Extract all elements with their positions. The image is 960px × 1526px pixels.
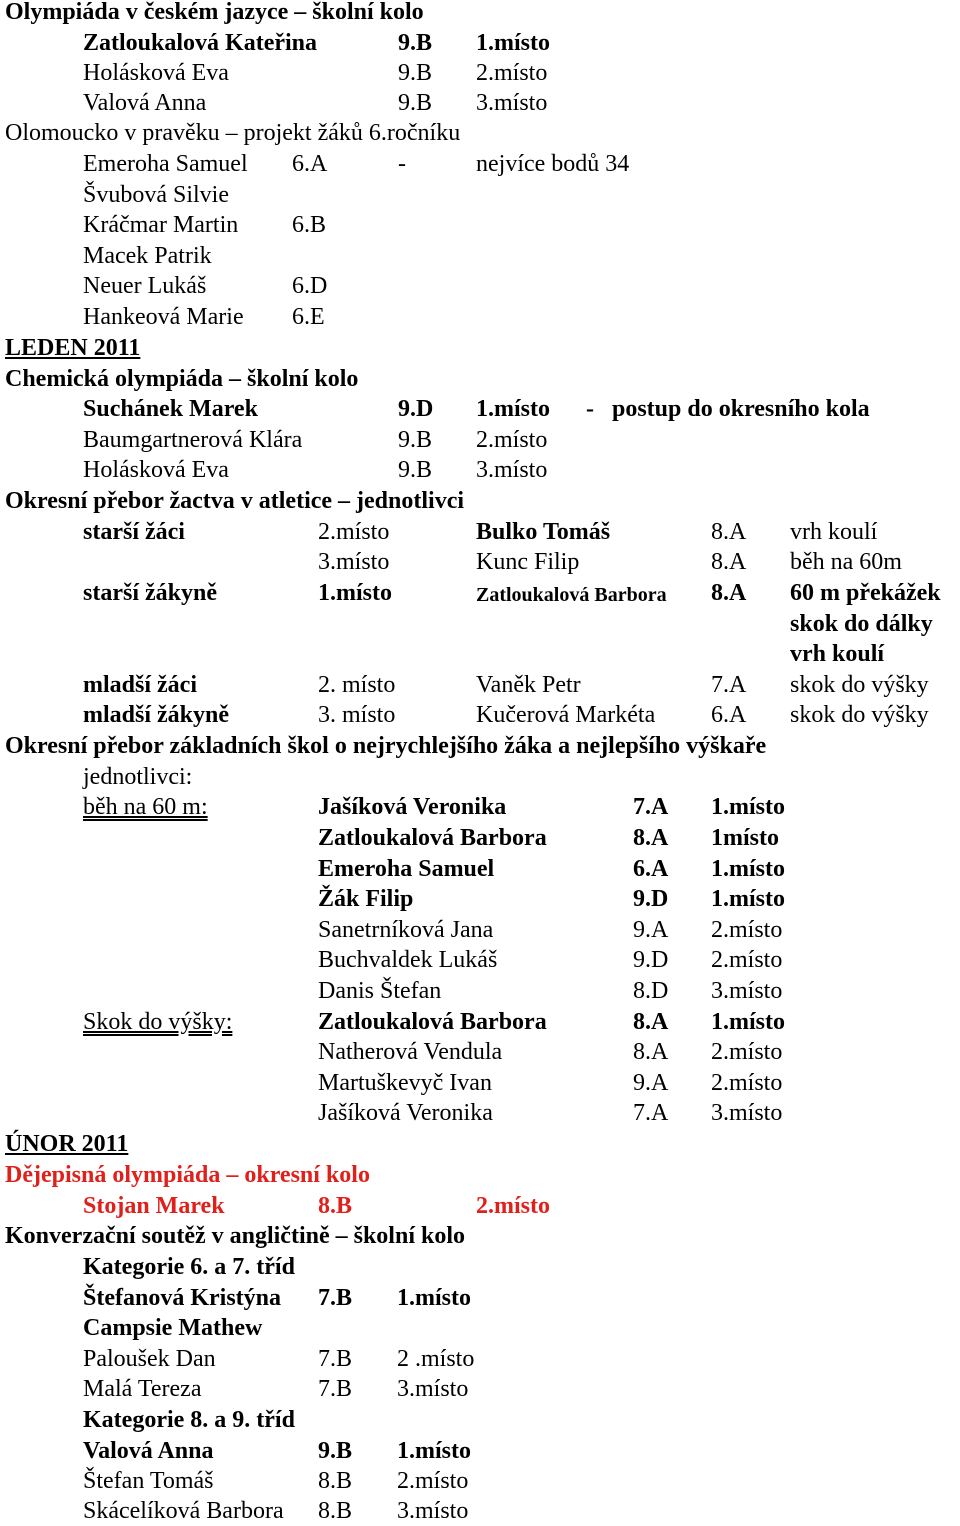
- result-class: 6.A: [711, 702, 747, 728]
- result-class: 6.A: [633, 856, 669, 882]
- month-heading-february: ÚNOR 2011: [5, 1131, 129, 1157]
- result-name: Holásková Eva: [83, 60, 229, 86]
- result-class: 6.B: [292, 212, 327, 238]
- result-place: 2 .místo: [397, 1346, 475, 1372]
- result-place: 3. místo: [318, 702, 396, 728]
- result-name: Zatloukalová Barbora: [318, 1009, 547, 1035]
- section-title-english: Konverzační soutěž v angličtině – školní kolo: [5, 1223, 466, 1249]
- result-name: Valová Anna: [83, 90, 207, 116]
- result-name: Buchvaldek Lukáš: [318, 947, 498, 973]
- result-class: 6.A: [292, 151, 328, 177]
- result-name: Natherová Vendula: [318, 1039, 503, 1065]
- result-name: Malá Tereza: [83, 1376, 202, 1402]
- result-place: 3.místo: [711, 978, 783, 1004]
- result-place: 1.místo: [476, 30, 550, 56]
- result-category: starší žáci: [83, 519, 185, 545]
- result-class: 9.A: [633, 1070, 669, 1096]
- result-name: Kunc Filip: [476, 549, 580, 575]
- result-discipline: skok do výšky: [790, 672, 929, 698]
- section-title-olomoucko: Olomoucko v pravěku – projekt žáků 6.ročníku: [5, 120, 461, 146]
- result-class: 6.E: [292, 304, 325, 330]
- result-class: 6.D: [292, 273, 328, 299]
- result-place: 3.místo: [397, 1376, 469, 1402]
- result-name: Hankeová Marie: [83, 304, 244, 330]
- result-place: 3.místo: [476, 457, 548, 483]
- result-class: 9.B: [398, 90, 433, 116]
- result-class: 7.B: [318, 1285, 353, 1311]
- section-title-czech-olympiad: Olympiáda v českém jazyce – školní kolo: [5, 0, 424, 25]
- result-category: mladší žákyně: [83, 702, 230, 728]
- result-name: Bulko Tomáš: [476, 519, 611, 545]
- result-place: 1.místo: [318, 580, 392, 606]
- result-place: 2.místo: [711, 1039, 783, 1065]
- result-class: 9.D: [633, 886, 669, 912]
- result-class: 7.A: [633, 1100, 669, 1126]
- result-place: 3.místo: [318, 549, 390, 575]
- result-name: Skácelíková Barbora: [83, 1498, 284, 1524]
- result-name: Zatloukalová Kateřina: [83, 30, 318, 56]
- result-name: Emeroha Samuel: [318, 856, 495, 882]
- result-class: 7.B: [318, 1376, 353, 1402]
- result-discipline: 60 m překážek: [790, 580, 941, 606]
- result-class: 8.A: [711, 549, 747, 575]
- result-place: 1.místo: [711, 794, 785, 820]
- result-class: 8.A: [633, 1009, 669, 1035]
- result-dash: -: [398, 151, 406, 177]
- result-class: 8.B: [318, 1498, 353, 1524]
- result-class: 8.D: [633, 978, 669, 1004]
- category-heading: Kategorie 8. a 9. tříd: [83, 1407, 295, 1433]
- result-name: Jašíková Veronika: [318, 794, 507, 820]
- result-discipline: běh na 60m: [790, 549, 902, 575]
- result-place: 2.místo: [476, 427, 548, 453]
- result-category: starší žákyně: [83, 580, 217, 606]
- result-name: Štefan Tomáš: [83, 1468, 214, 1494]
- result-name: Kráčmar Martin: [83, 212, 239, 238]
- result-name: Holásková Eva: [83, 457, 229, 483]
- result-class: 9.D: [633, 947, 669, 973]
- result-place: 2.místo: [711, 1070, 783, 1096]
- result-name: Campsie Mathew: [83, 1315, 263, 1341]
- result-name: Vaněk Petr: [476, 672, 581, 698]
- result-place: 3.místo: [711, 1100, 783, 1126]
- section-title-history: Dějepisná olympiáda – okresní kolo: [5, 1162, 370, 1188]
- result-name: Neuer Lukáš: [83, 273, 207, 299]
- result-name: Paloušek Dan: [83, 1346, 216, 1372]
- result-name: Emeroha Samuel: [83, 151, 248, 177]
- result-name: Jašíková Veronika: [318, 1100, 493, 1126]
- result-name: Štefanová Kristýna: [83, 1285, 281, 1311]
- result-class: 9.B: [398, 457, 433, 483]
- result-name: Sanetrníková Jana: [318, 917, 494, 943]
- result-name: Suchánek Marek: [83, 396, 258, 422]
- result-place: 1.místo: [711, 856, 785, 882]
- result-class: 9.B: [398, 427, 433, 453]
- result-name: Martuškevyč Ivan: [318, 1070, 492, 1096]
- result-place: 1.místo: [711, 1009, 785, 1035]
- result-name: Danis Štefan: [318, 978, 442, 1004]
- result-name: Baumgartnerová Klára: [83, 427, 303, 453]
- result-name: Zatloukalová Barbora: [476, 584, 667, 606]
- section-title-athletics: Okresní přebor žactva v atletice – jednotlivci: [5, 488, 465, 514]
- result-place: 1.místo: [397, 1285, 471, 1311]
- result-place: 3.místo: [397, 1498, 469, 1524]
- result-place: 1místo: [711, 825, 779, 851]
- result-discipline: skok do výšky: [790, 702, 929, 728]
- result-place: 2.místo: [711, 917, 783, 943]
- result-class: 8.A: [711, 580, 747, 606]
- month-heading-january: LEDEN 2011: [5, 335, 141, 361]
- result-name: Švubová Silvie: [83, 182, 230, 208]
- result-discipline: skok do dálky: [790, 611, 933, 637]
- result-class: 8.B: [318, 1193, 353, 1219]
- result-place: 2.místo: [318, 519, 390, 545]
- result-note: - postup do okresního kola: [586, 396, 870, 422]
- result-place: 3.místo: [476, 90, 548, 116]
- result-place: 2.místo: [476, 60, 548, 86]
- result-class: 9.B: [318, 1438, 353, 1464]
- result-name: Valová Anna: [83, 1438, 214, 1464]
- result-name: Macek Patrik: [83, 243, 212, 269]
- result-place: 1.místo: [711, 886, 785, 912]
- result-place: 2. místo: [318, 672, 396, 698]
- result-category: mladší žáci: [83, 672, 197, 698]
- discipline-label-high-jump: Skok do výšky:: [83, 1009, 233, 1035]
- result-place: 2.místo: [711, 947, 783, 973]
- result-class: 9.A: [633, 917, 669, 943]
- section-title-chemistry: Chemická olympiáda – školní kolo: [5, 366, 359, 392]
- result-name: Žák Filip: [318, 886, 414, 912]
- result-place: 2.místo: [397, 1468, 469, 1494]
- result-class: 9.B: [398, 60, 433, 86]
- result-place: 1.místo: [476, 396, 550, 422]
- result-class: 9.D: [398, 396, 434, 422]
- result-class: 8.A: [711, 519, 747, 545]
- result-place: 1.místo: [397, 1438, 471, 1464]
- result-class: 7.B: [318, 1346, 353, 1372]
- section-title-district-championship: Okresní přebor základních škol o nejrychlejšího žáka a nejlepšího výškaře: [5, 733, 767, 759]
- section-subtitle: jednotlivci:: [83, 764, 193, 790]
- result-name: Kučerová Markéta: [476, 702, 656, 728]
- result-name: Stojan Marek: [83, 1193, 225, 1219]
- category-heading: Kategorie 6. a 7. tříd: [83, 1254, 295, 1280]
- result-discipline: vrh koulí: [790, 641, 885, 667]
- result-place: 2.místo: [476, 1193, 550, 1219]
- result-class: 7.A: [633, 794, 669, 820]
- result-class: 7.A: [711, 672, 747, 698]
- result-class: 8.B: [318, 1468, 353, 1494]
- result-class: 8.A: [633, 825, 669, 851]
- result-discipline: vrh koulí: [790, 519, 878, 545]
- result-note: nejvíce bodů 34: [476, 151, 630, 177]
- result-class: 9.B: [398, 30, 433, 56]
- discipline-label-sprint: běh na 60 m:: [83, 794, 208, 820]
- result-class: 8.A: [633, 1039, 669, 1065]
- result-name: Zatloukalová Barbora: [318, 825, 547, 851]
